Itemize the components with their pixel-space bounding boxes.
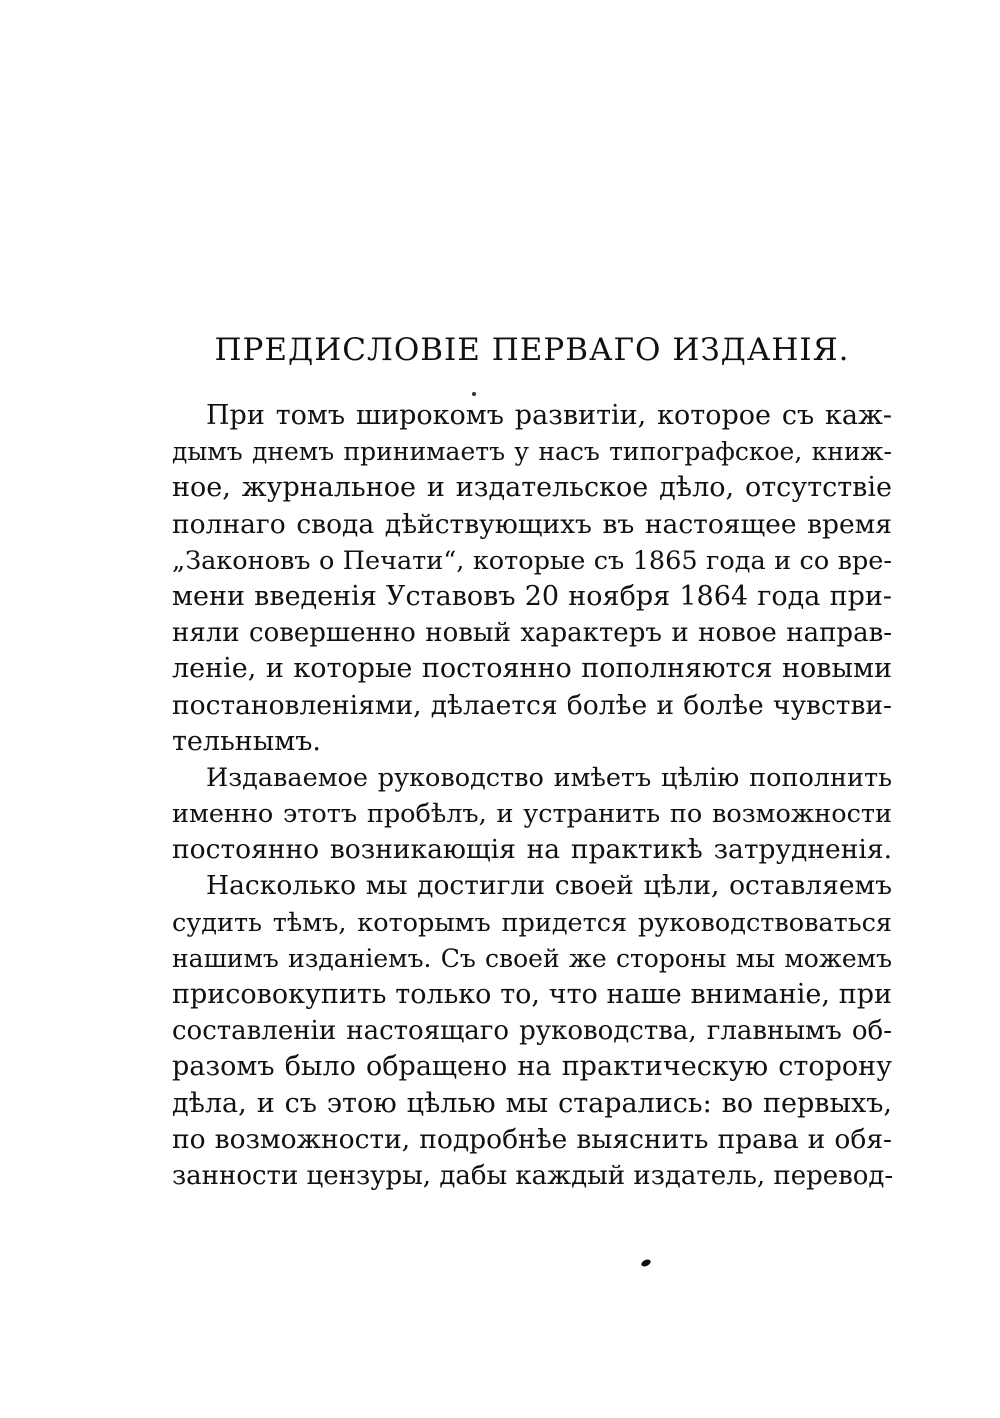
text-line: занности цензуры, дабы каждый издатель, перевод- bbox=[172, 1160, 894, 1191]
text-line: дымъ днемъ принимаетъ у насъ типографское, книж- bbox=[172, 437, 892, 467]
text-line: леніе, и которые постоянно пополняются новыми bbox=[172, 653, 892, 685]
text-line: присовокупить только то, что наше вниманіе, при bbox=[172, 979, 892, 1010]
ink-blot bbox=[640, 1258, 652, 1268]
page-heading: ПРЕДИСЛОВІЕ ПЕРВАГО ИЗДАНІЯ. bbox=[214, 332, 850, 368]
text-line: постоянно возникающія на практикѣ затрудненія. bbox=[172, 834, 892, 866]
text-line: нашимъ изданіемъ. Съ своей же стороны мы можемъ bbox=[172, 943, 892, 973]
text-line: дѣла, и съ этою цѣлью мы старались: во первыхъ, bbox=[172, 1087, 892, 1119]
text-line: няли совершенно новый характеръ и новое направ- bbox=[172, 618, 892, 649]
text-line: составленіи настоящаго руководства, главнымъ об- bbox=[172, 1016, 892, 1047]
text-line: по возможности, подробнѣе выяснить права и обя- bbox=[172, 1123, 892, 1155]
body-text bbox=[172, 398, 892, 1194]
text-line: При томъ широкомъ развитіи, которое съ каж- bbox=[206, 400, 892, 431]
text-line: полнаго свода дѣйствующихъ въ настоящее время bbox=[172, 508, 892, 540]
text-line: разомъ было обращено на практическую сторону bbox=[172, 1051, 892, 1083]
text-line: „Законовъ о Печати“, которые съ 1865 года и со вре- bbox=[172, 545, 892, 576]
text-line: Насколько мы достигли своей цѣли, оставляемъ bbox=[206, 870, 892, 902]
text-line: тельнымъ. bbox=[172, 725, 322, 757]
text-line: ное, журнальное и издательское дѣло, отсутствіе bbox=[172, 472, 892, 504]
text-line: Издаваемое руководство имѣетъ цѣлію пополнить bbox=[206, 762, 892, 793]
text-line: именно этотъ пробѣлъ, и устранить по возможности bbox=[172, 799, 892, 830]
ink-speck bbox=[472, 392, 476, 396]
text-line: судить тѣмъ, которымъ придется руководствоваться bbox=[172, 907, 892, 938]
text-line: постановленіями, дѣлается болѣе и болѣе чувстви- bbox=[172, 689, 892, 721]
text-line: мени введенія Уставовъ 20 ноября 1864 года при- bbox=[172, 580, 892, 612]
